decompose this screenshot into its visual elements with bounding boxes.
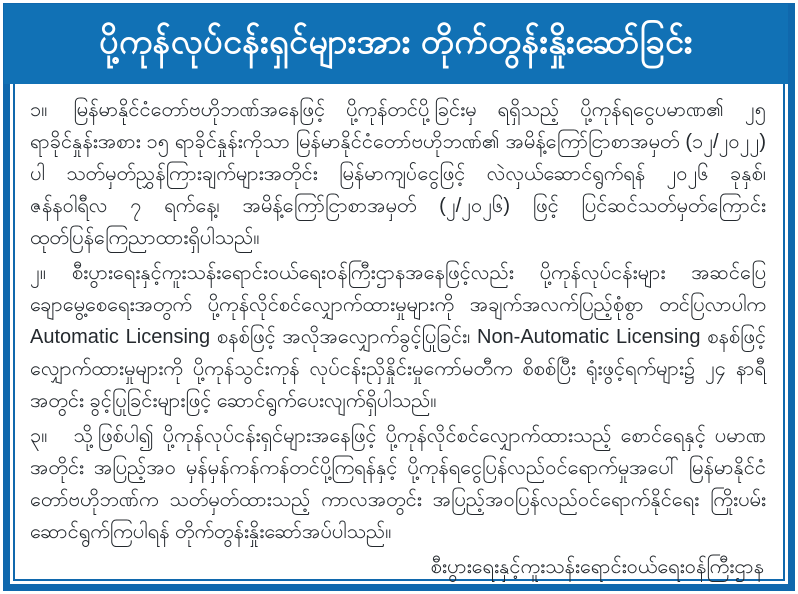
paragraph-3: [30, 420, 766, 548]
signature-ministry: စီးပွားရေးနှင့်ကူးသန်းရောင်းဝယ်ရေးဝန်ကြီးဌာန: [430, 556, 764, 578]
paragraph-1-number: ၁။: [30, 99, 48, 121]
paragraph-2-number: ၂။: [30, 262, 46, 284]
paragraph-2-text: စီးပွားရေးနှင့်ကူးသန်းရောင်းဝယ်ရေးဝန်ကြီးဌာနအနေဖြင့်လည်း ပို့ကုန်လုပ်ငန်းများ အဆင်ပြေချောမွေ့စေရေးအတွက် ပို့ကုန်လိုင်စင်လျှောက်ထားမှုများကို အချက်အလက်ပြည့်စုံစွာ တင်ပြလာပါက Automatic Licensing စနစ်ဖြင့် အလိုအလျှောက်ခွင့်ပြုခြင်း၊ Non-Automatic Licensing စနစ်ဖြင့် လျှောက်ထားမှုများကို ပို့ကုန်သွင်းကုန် လုပ်ငန်းညှိနှိုင်းမှုကော်မတီက စိစစ်ပြီး ရုံးဖွင့်ရက်များ၌ ၂၄ နာရီအတွင်း ခွင့်ပြုခြင်းများဖြင့် ဆောင်ရွက်ပေးလျက်ရှိပါသည်။: [30, 262, 766, 412]
paragraph-1-text: မြန်မာနိုင်ငံတော်ဗဟိုဘဏ်အနေဖြင့် ပို့ကုန်တင်ပို့ခြင်းမှ ရရှိသည့် ပို့ကုန်ရငွေပမာဏ၏ ၂၅ ရာခိုင်နှုန်းအစား ၁၅ ရာခိုင်နှုန်းကိုသာ မြန်မာနိုင်ငံတော်ဗဟိုဘဏ်၏ အမိန့်ကြော်ငြာစာအမှတ် (၁၂/၂၀၂၂) ပါ သတ်မှတ်ညွှန်ကြားချက်များအတိုင်း မြန်မာကျပ်ငွေဖြင့် လဲလှယ်ဆောင်ရွက်ရန် ၂၀၂၆ ခုနှစ်၊ ဇန်နဝါရီလ ၇ ရက်နေ့၊ အမိန့်ကြော်ငြာစာအမှတ် (၂/၂၀၂၆) ဖြင့် ပြင်ဆင်သတ်မှတ်ကြောင်း ထုတ်ပြန်ကြေညာထားရှိပါသည်။: [30, 99, 766, 249]
document-body: [30, 94, 766, 583]
page-title: ပို့ကုန်လုပ်ငန်းရှင်များအား တိုက်တွန်းနှိုးဆော်ခြင်း: [99, 22, 693, 61]
paragraph-2: [30, 257, 766, 417]
title-banner: [4, 4, 788, 84]
paragraph-3-number: ၃။: [30, 425, 48, 447]
paragraph-3-text: သို့ဖြစ်ပါ၍ ပို့ကုန်လုပ်ငန်းရှင်များအနေဖြင့် ပို့ကုန်လိုင်စင်လျှောက်ထားသည့် စောင်ရေနှင့် ပမာဏအတိုင်း အပြည့်အဝ မှန်မှန်ကန်ကန်တင်ပို့ကြရန်နှင့် ပို့ကုန်ရငွေပြန်လည်ဝင်ရောက်မှုအပေါ် မြန်မာနိုင်ငံတော်ဗဟိုဘဏ်က သတ်မှတ်ထားသည့် ကာလအတွင်း အပြည့်အဝပြန်လည်ဝင်ရောက်နိုင်ရေး ကြိုးပမ်းဆောင်ရွက်ကြပါရန် တိုက်တွန်းနှိုးဆော်အပ်ပါသည်။: [30, 425, 766, 543]
paragraph-1: [30, 94, 766, 254]
